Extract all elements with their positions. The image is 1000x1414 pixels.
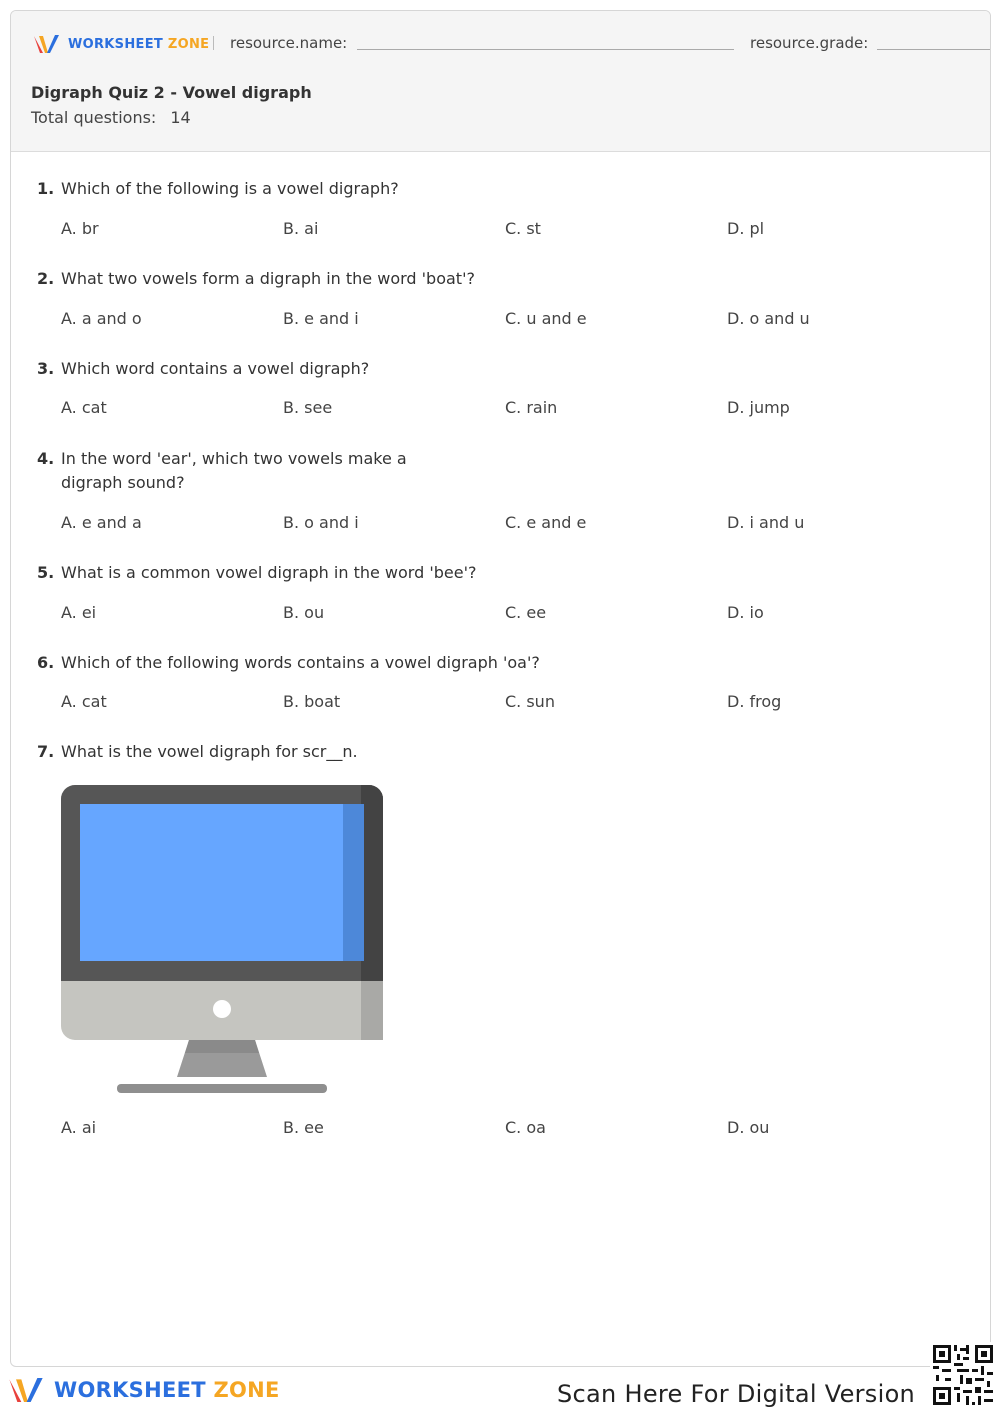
question-prompt: In the word 'ear', which two vowels make a digraph sound? [61,449,407,492]
answer-option[interactable]: A. a and o [61,309,142,328]
question-number: 2. [37,269,55,288]
worksheet-page [10,10,991,1367]
answer-option[interactable]: B. boat [283,692,341,711]
question-prompt: What is the vowel digraph for scr__n. [61,742,358,761]
question-prompt: What is a common vowel digraph in the word 'bee'? [61,563,477,582]
answer-option[interactable]: D. frog [727,692,782,711]
question-text [37,740,477,764]
answer-option[interactable]: C. e and e [505,513,587,532]
brand-word-zone: ZONE [213,1378,280,1402]
answer-option[interactable]: D. jump [727,398,790,417]
answer-option[interactable]: A. cat [61,692,107,711]
answer-option[interactable]: B. ee [283,1118,324,1137]
answer-option[interactable]: C. rain [505,398,558,417]
answer-option[interactable]: C. oa [505,1118,546,1137]
question-number: 5. [37,563,55,582]
worksheet-zone-logo-icon [8,1375,48,1405]
answer-option[interactable]: B. ou [283,603,325,622]
question-number: 6. [37,653,55,672]
question-text [37,357,477,381]
question-prompt: Which of the following is a vowel digraph? [61,179,399,198]
question-text [37,177,477,201]
answer-option[interactable]: B. ai [283,219,319,238]
page-footer [0,1366,1000,1414]
brand-word-worksheet: WORKSHEET [54,1378,206,1402]
total-questions [31,108,191,127]
answer-option[interactable]: A. ai [61,1118,97,1137]
resource-name-label: resource.name: [230,34,348,52]
question-text [37,561,477,585]
worksheet-header [11,11,990,152]
question-text [37,267,477,291]
answer-option[interactable]: B. see [283,398,333,417]
page-title: Digraph Quiz 2 - Vowel digraph [31,83,312,102]
resource-grade-line[interactable] [877,49,990,50]
question-number: 4. [37,449,55,468]
total-questions-label: Total questions: [31,108,157,127]
question-text [37,447,437,495]
question-text [37,651,597,675]
answer-option[interactable]: C. ee [505,603,547,622]
question-number: 7. [37,742,55,761]
answer-option[interactable]: D. io [727,603,764,622]
total-questions-value: 14 [170,108,191,127]
question-prompt: What two vowels form a digraph in the word 'boat'? [61,269,475,288]
qr-code-icon[interactable] [930,1342,996,1408]
brand-word-zone: ZONE [167,36,210,52]
answer-option[interactable]: B. o and i [283,513,359,532]
answer-option[interactable]: C. st [505,219,541,238]
answer-option[interactable]: D. i and u [727,513,805,532]
scan-for-digital-text: Scan Here For Digital Version [557,1380,916,1408]
answer-option[interactable]: B. e and i [283,309,359,328]
answer-option[interactable]: C. sun [505,692,555,711]
answer-option[interactable]: A. br [61,219,99,238]
question-number: 1. [37,179,55,198]
brand-logo [33,32,209,56]
footer-brand-name [54,1378,280,1402]
computer-monitor-illustration [61,785,385,1097]
answer-option[interactable]: A. cat [61,398,107,417]
question-prompt: Which word contains a vowel digraph? [61,359,370,378]
answer-option[interactable]: A. ei [61,603,97,622]
answer-option[interactable]: D. pl [727,219,765,238]
answer-option[interactable]: C. u and e [505,309,587,328]
question-number: 3. [37,359,55,378]
footer-brand-logo [8,1375,280,1405]
answer-option[interactable]: A. e and a [61,513,142,532]
question-prompt: Which of the following words contains a vowel digraph 'oa'? [61,653,540,672]
answer-option[interactable]: D. ou [727,1118,770,1137]
resource-grade-label: resource.grade: [750,34,869,52]
resource-name-line[interactable] [357,49,734,50]
brand-word-worksheet: WORKSHEET [68,36,164,52]
worksheet-zone-logo-icon [33,33,63,55]
answer-option[interactable]: D. o and u [727,309,810,328]
brand-name [68,37,209,52]
header-divider [213,36,214,50]
